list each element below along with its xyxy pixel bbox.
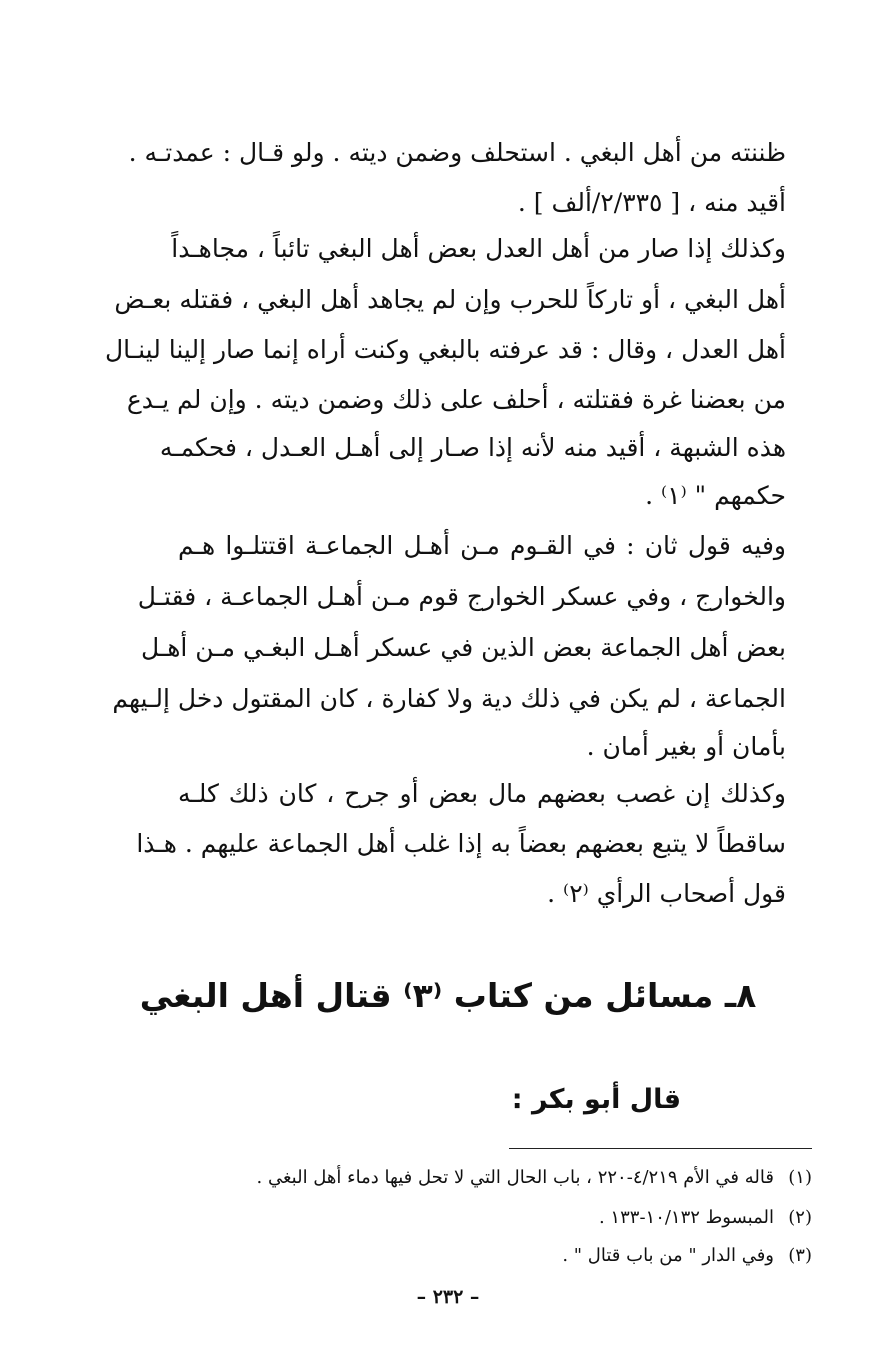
footnote-3 bbox=[112, 1242, 812, 1270]
body-line-11: بعض أهل الجماعة بعض الذين في عسكر أهـل البغـي مـن أهـل bbox=[140, 633, 786, 662]
footnote-text: قاله في الأم ٤/٢١٩-٢٢٠ ، باب الحال التي لا تحل فيها دماء أهل البغي . bbox=[256, 1167, 774, 1188]
footnote-text: المبسوط ١٠/١٣٢-١٣٣ . bbox=[598, 1207, 774, 1228]
body-line-1: ظننته من أهل البغي . استحلف وضمن ديته . ولو قـال : عمدتـه . bbox=[128, 138, 786, 167]
section-heading: ٨ـ مسائل من كتاب ⁽٣⁾ قتال أهل البغي bbox=[139, 976, 757, 1015]
body-line-2: أقيد منه ، [ ٢/٣٣٥/ألف ] . bbox=[517, 188, 786, 217]
footnote-1 bbox=[112, 1164, 812, 1192]
body-line-15: ساقطاً لا يتبع بعضهم بعضاً به إذا غلب أهل الجماعة عليهم . هـذا bbox=[136, 829, 786, 858]
footnote-text: وفي الدار " من باب قتال " . bbox=[562, 1245, 774, 1266]
body-line-12: الجماعة ، لم يكن في ذلك دية ولا كفارة ، كان المقتول دخل إلـيهم bbox=[112, 684, 786, 713]
body-line-3: وكذلك إذا صار من أهل العدل بعض أهل البغي تائباً ، مجاهـداً bbox=[171, 234, 786, 263]
footnote-separator bbox=[509, 1148, 812, 1149]
body-line-14: وكذلك إن غصب بعضهم مال بعض أو جرح ، كان ذلك كلـه bbox=[178, 779, 786, 808]
section-subheading: قال أبو بكر : bbox=[511, 1084, 681, 1115]
body-line-9: وفيه قول ثان : في القـوم مـن أهـل الجماعـة اقتتلـوا هـم bbox=[178, 531, 786, 560]
body-line-8: حكمهم " ⁽١⁾ . bbox=[645, 481, 786, 510]
body-line-4: أهل البغي ، أو تاركاً للحرب وإن لم يجاهد أهل البغي ، فقتله بعـض bbox=[114, 285, 786, 314]
body-line-5: أهل العدل ، وقال : قد عرفته بالبغي وكنت أراه إنما صار إلينا لينـال bbox=[105, 335, 786, 364]
footnote-number: (٢) bbox=[788, 1207, 812, 1228]
footnote-number: (٣) bbox=[788, 1245, 812, 1266]
body-line-16: قول أصحاب الرأي ⁽٢⁾ . bbox=[547, 879, 786, 908]
body-line-10: والخوارج ، وفي عسكر الخوارج قوم مـن أهـل الجماعـة ، فقتـل bbox=[137, 582, 786, 611]
body-line-7: هذه الشبهة ، أقيد منه لأنه إذا صـار إلى أهـل العـدل ، فحكمـه bbox=[159, 433, 786, 462]
footnote-2 bbox=[112, 1204, 812, 1232]
page-number: – ٢٣٢ – bbox=[416, 1286, 480, 1308]
body-line-6: من بعضنا غرة فقتلته ، أحلف على ذلك وضمن ديته . وإن لم يـدع bbox=[126, 385, 786, 414]
body-line-13: بأمان أو بغير أمان . bbox=[586, 732, 786, 761]
footnote-number: (١) bbox=[788, 1167, 812, 1188]
